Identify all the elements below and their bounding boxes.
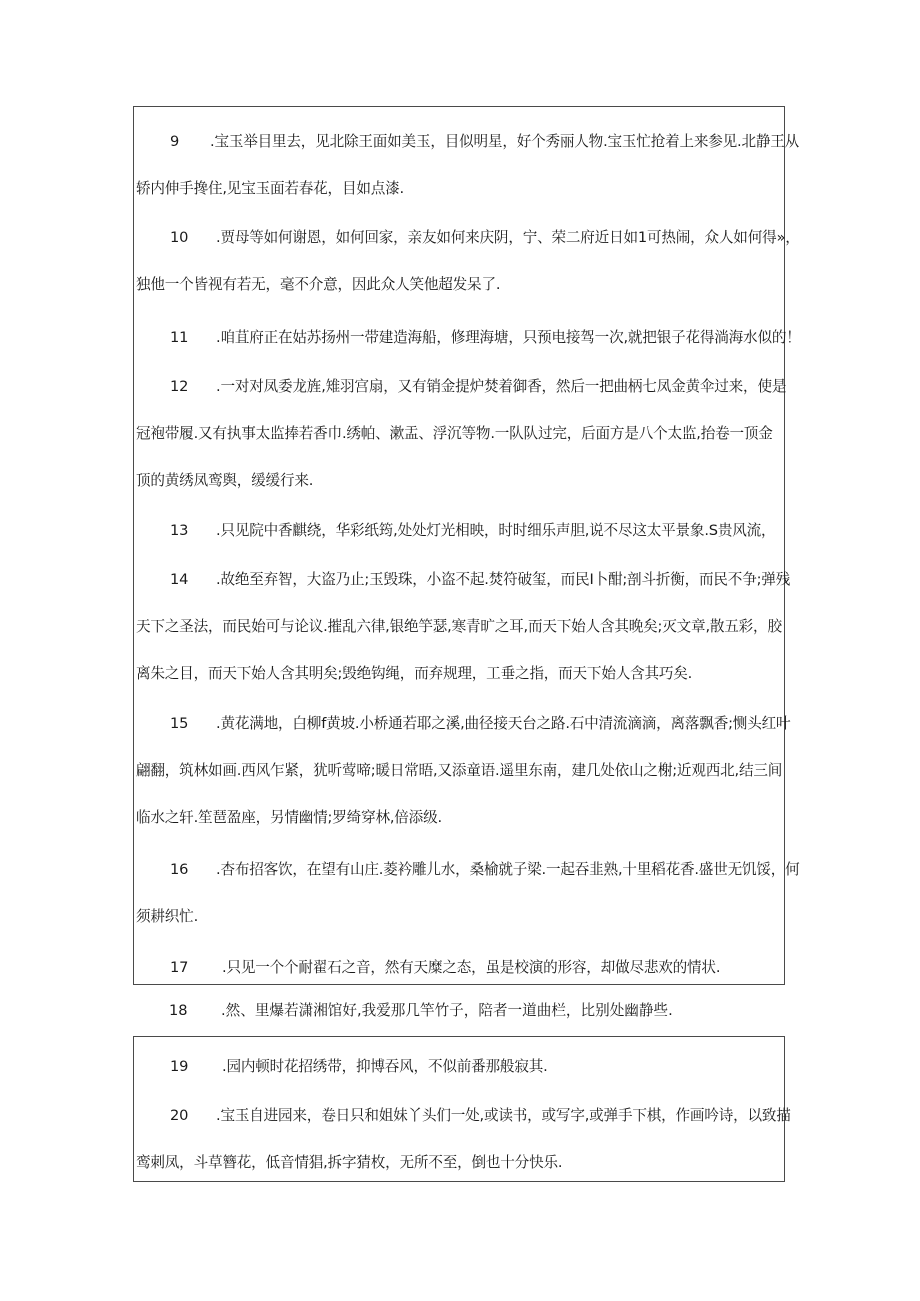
item-14 [134,556,791,697]
item-text: .故绝至弃智，大盗乃止;玉毁珠，小盗不起.焚符破玺，而民I卜酣;剖斗折衡，而民不争;弹残 [216,571,791,588]
item-number: 16 [170,861,189,878]
item-15 [134,700,791,841]
text-box-1 [133,106,801,985]
item-11 [134,314,801,361]
item-text: 鸾刺凤，斗草簪花，低音情猖,拆字猜枚，无所不至，倒也十分快乐. [136,1154,563,1171]
item-9 [134,118,800,212]
text-box-2 [133,1036,791,1182]
item-text: .然、里爆若潇湘馆好,我爱那几竿竹子，陪者一道曲栏，比别处幽静些. [221,1002,673,1019]
item-19 [134,1043,786,1090]
item-number: 15 [170,715,189,732]
item-12 [134,363,786,504]
item-number: 17 [170,959,189,976]
item-text: 离朱之目，而天下始人含其明矣;毁绝钩绳，而弃规理，工垂之指，而天下始人含其巧矣. [136,665,693,682]
item-number: 19 [170,1058,189,1075]
item-text: 须耕织忙. [136,908,199,925]
item-16 [134,846,800,940]
item-text: 冠袍带履.又有执事太监捧若香巾.绣帕、漱盂、浮沉等物.一队队过完，后面方是八个太监,抬卷一顶金 [136,425,773,442]
item-number: 10 [170,229,189,246]
item-text: 临水之轩.笙琶盈座，另情幽情;罗绮穿林,倍添级. [136,809,442,826]
item-text: .杏布招客饮，在望有山庄.菱衿雕儿水，桑榆就子梁.一起吞韭熟,十里稻花香.盛世无饥馁，何 [216,861,800,878]
item-18 [133,987,785,1034]
item-number: 13 [170,522,189,539]
item-text: .园内顿时花招绣带，抑博吞风，不似前番那般寂其. [222,1058,548,1075]
item-text: .只见一个个耐翟石之音，然有天糜之态，虽是校演的形容，却做尽悲欢的情状. [222,959,721,976]
item-number: 20 [170,1107,189,1124]
item-text: .只见院中香麒绕，华彩纸筠,处处灯光相映，时时细乐声胆,说不尽这太平景象.S贵风流， [216,522,776,539]
item-text: .黄花满地，白柳f黄坡.小桥通若耶之溪,曲径接天台之路.石中清流滴滴，离落飘香;恻头红叶 [216,715,791,732]
item-17 [134,944,786,991]
item-text: 独他一个皆视有若无，毫不介意，因此众人笑他超发呆了. [136,276,501,293]
item-number: 18 [169,1002,188,1019]
item-10 [134,214,800,308]
item-text: 顶的黄绣凤鸾舆，缓缓行来. [136,472,314,489]
item-13 [134,507,786,554]
item-text: 天下之圣法，而民始可与论议.摧乱六律,银绝竽瑟,寒青旷之耳,而天下始人含其晚矣;灭文章,散五彩，胶 [136,618,782,635]
item-number: 12 [170,378,189,395]
item-text: 轿内伸手搀住,见宝玉面若春花，目如点漆. [136,180,404,197]
item-text: .咱苴府正在姑苏扬州一带建造海船，修理海塘，只预电接驾一次,就把银子花得淌海水似的！ [216,329,801,346]
item-number: 11 [170,329,189,346]
item-number: 14 [170,571,189,588]
item-text: .宝玉举目里去，见北除王面如美玉，目似明星，好个秀丽人物.宝玉忙抢着上来参见.北静王从 [210,133,800,150]
item-number: 9 [170,133,180,150]
item-20 [134,1092,791,1186]
item-text: .一对对凤委龙旌,雉羽宫扇，又有销金提炉焚着御香，然后一把曲柄七凤金黄伞过来，使是 [216,378,787,395]
item-text: 翩翻，筑林如画.西风乍紧，犹听莺啼;暖日常晤,又添童语.遥里东南，建几处依山之榭;近观西北,结三间 [136,762,783,779]
item-text: .宝玉自进园来，卷日只和姐妹丫头们一处,或读书，或写字,或弹手下棋，作画吟诗，以致描 [216,1107,791,1124]
item-text: .贾母等如何谢恩，如何回家，亲友如何来庆阴，宁、荣二府近日如1可热闹，众人如何得»， [216,229,800,246]
